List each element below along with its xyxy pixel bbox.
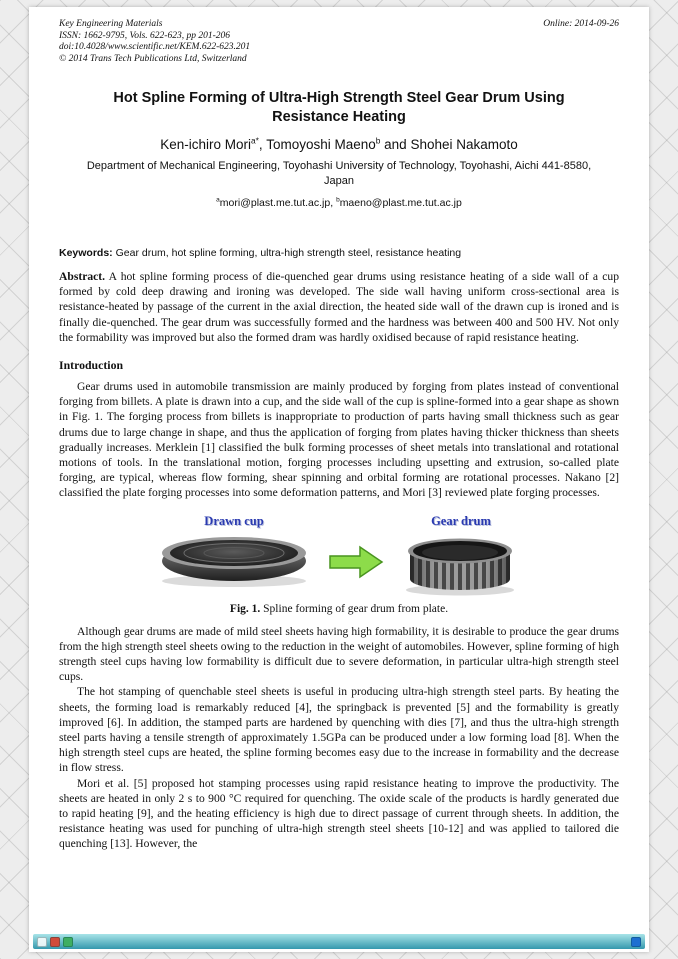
issn-line: ISSN: 1662-9795, Vols. 622-623, pp 201-206	[59, 30, 230, 41]
authors-line	[59, 137, 619, 152]
author-affiliation-mark: b	[375, 135, 381, 146]
author-affiliation-mark: a*	[251, 135, 259, 146]
figure-caption	[59, 603, 619, 615]
author-separator: ,	[258, 137, 267, 152]
online-date: Online: 2014-09-26	[543, 19, 619, 29]
toolbar-left-icons	[37, 937, 73, 947]
process-arrow-icon	[328, 543, 384, 581]
toolbar-right-icons	[631, 937, 641, 947]
email-affiliation-mark: b	[336, 196, 340, 204]
figure-caption-text: Spline forming of gear drum from plate.	[260, 602, 449, 615]
paper-title: Hot Spline Forming of Ultra-High Strength Steel Gear Drum Using Resistance Heating	[113, 90, 565, 125]
download-icon[interactable]	[63, 937, 73, 947]
abstract	[59, 269, 619, 345]
bookmark-icon[interactable]	[50, 937, 60, 947]
gear-drum-column	[398, 514, 524, 597]
drawn-cup-label: Drawn cup	[204, 513, 264, 528]
gear-drum-label: Gear drum	[431, 513, 491, 528]
body-paragraph-3: The hot stamping of quenchable steel sheets is useful in producing ultra-high strength steel parts. By heating the sheets, the forming load is remarkably reduced [4], the springback is prevented [5] and the formability is greatly improved [6]. In addition, the stamped parts are hardened by quenching with dies [7], and thus the ultra-high strength steel parts having a tensile strength of approximately 1.5GPa can be produced under a low forming load [8]. When the high strength steel cups are heated, the spline forming becomes easy due to the increase in formability and the decrease in flow stress.	[59, 685, 619, 775]
doi-line: doi:10.4028/www.scientific.net/KEM.622-623.201	[59, 42, 251, 52]
page-header	[59, 19, 619, 65]
keywords-text: Gear drum, hot spline forming, ultra-high strength steel, resistance heating	[112, 247, 462, 259]
keywords-label: Keywords:	[59, 247, 113, 259]
author-name: Shohei Nakamoto	[410, 137, 518, 152]
emails-line	[59, 197, 619, 209]
journal-info	[59, 19, 250, 65]
affiliation: Department of Mechanical Engineering, Toyohashi University of Technology, Toyohashi, Aichi 441-8580, Japan	[86, 160, 592, 187]
body-paragraph-1: Gear drums used in automobile transmission are mainly produced by forging from plates instead of conventional forging from billets. A plate is drawn into a cup, and the side wall of the cup is spline-formed into a gear shape as shown in Fig. 1. The forging process from billets is inappropriate to production of parts having small thickness such as gear drums due to large change in shape, and thus the application of forging from plates having thicker thickness than sheets gradually increases. Merklein [1] classified the bulk forming processes of sheet metals into translational and rotational motions of tools. In the translational motion, forging processes including upsetting and extrusion, so-called plate forging, are typical, whereas flow forming, shear spinning and orbital forming are rotational processes. Nakano [2] classified the plate forging processes into some deformation patterns, and Mori [3] reviewed plate forging processes.	[59, 380, 619, 500]
author-name: Tomoyoshi Maeno	[266, 137, 376, 152]
copyright-line: © 2014 Trans Tech Publications Ltd, Switzerland	[59, 53, 247, 64]
author-separator: and	[380, 137, 411, 152]
info-icon[interactable]	[631, 937, 641, 947]
paper-page	[29, 7, 649, 952]
body-paragraph-4: Mori et al. [5] proposed hot stamping processes using rapid resistance heating to improve the productivity. The sheets are heated in only 2 s to 900 °C required for quenching. The oxide scale of the products is hardly generated due to rapid heating [9], and the heating efficiency is high due to direct passage of current through sheets. In addition, the resistance heating was used for punching of ultra-high strength steel sheets [10-12] and was applied to tailored die quenching [13]. However, the	[59, 776, 619, 851]
figure-caption-label: Fig. 1.	[229, 602, 261, 615]
gear-drum-photo	[398, 531, 524, 597]
figure-1	[59, 514, 619, 615]
email-affiliation-mark: a	[216, 196, 220, 204]
author-name: Ken-ichiro Mori	[160, 137, 252, 152]
section-heading-introduction: Introduction	[59, 358, 124, 373]
abstract-text: A hot spline forming process of die-quenched gear drums using resistance heating of a side wall of a cup formed by cold deep drawing and ironing was developed. The side wall having uniform cross-sectional area is resistance-heated by passage of the current in the axial direction, the heated side wall of the drawn cup is ironed and is finally die-quenched. The gear drum was successfully formed and the hardness was between 400 and 500 HV. Not only the formability was improved but also the formed dram was hardly oxidised because of rapid resistance heating.	[59, 270, 619, 344]
drawn-cup-column	[154, 514, 314, 591]
drawn-cup-photo	[154, 531, 314, 591]
figure-images-row	[59, 514, 619, 597]
arrow-shape	[330, 547, 382, 577]
journal-name: Key Engineering Materials	[59, 19, 163, 29]
email-address: maeno@plast.me.tut.ac.jp	[339, 197, 462, 209]
viewer-toolbar	[33, 934, 645, 949]
keywords-line	[59, 247, 619, 259]
email-address: mori@plast.me.tut.ac.jp,	[219, 197, 337, 209]
body-paragraph-2: Although gear drums are made of mild steel sheets having high formability, it is desirable to produce the gear drums from the high strength steel sheets owing to the reduction in the weight of automobiles. However, spline forming of high strength steel cups having low formability is difficult due to severe deformation, in particular ultra-high strength steel cups.	[59, 624, 619, 684]
abstract-label: Abstract.	[59, 270, 106, 283]
document-icon[interactable]	[37, 937, 47, 947]
